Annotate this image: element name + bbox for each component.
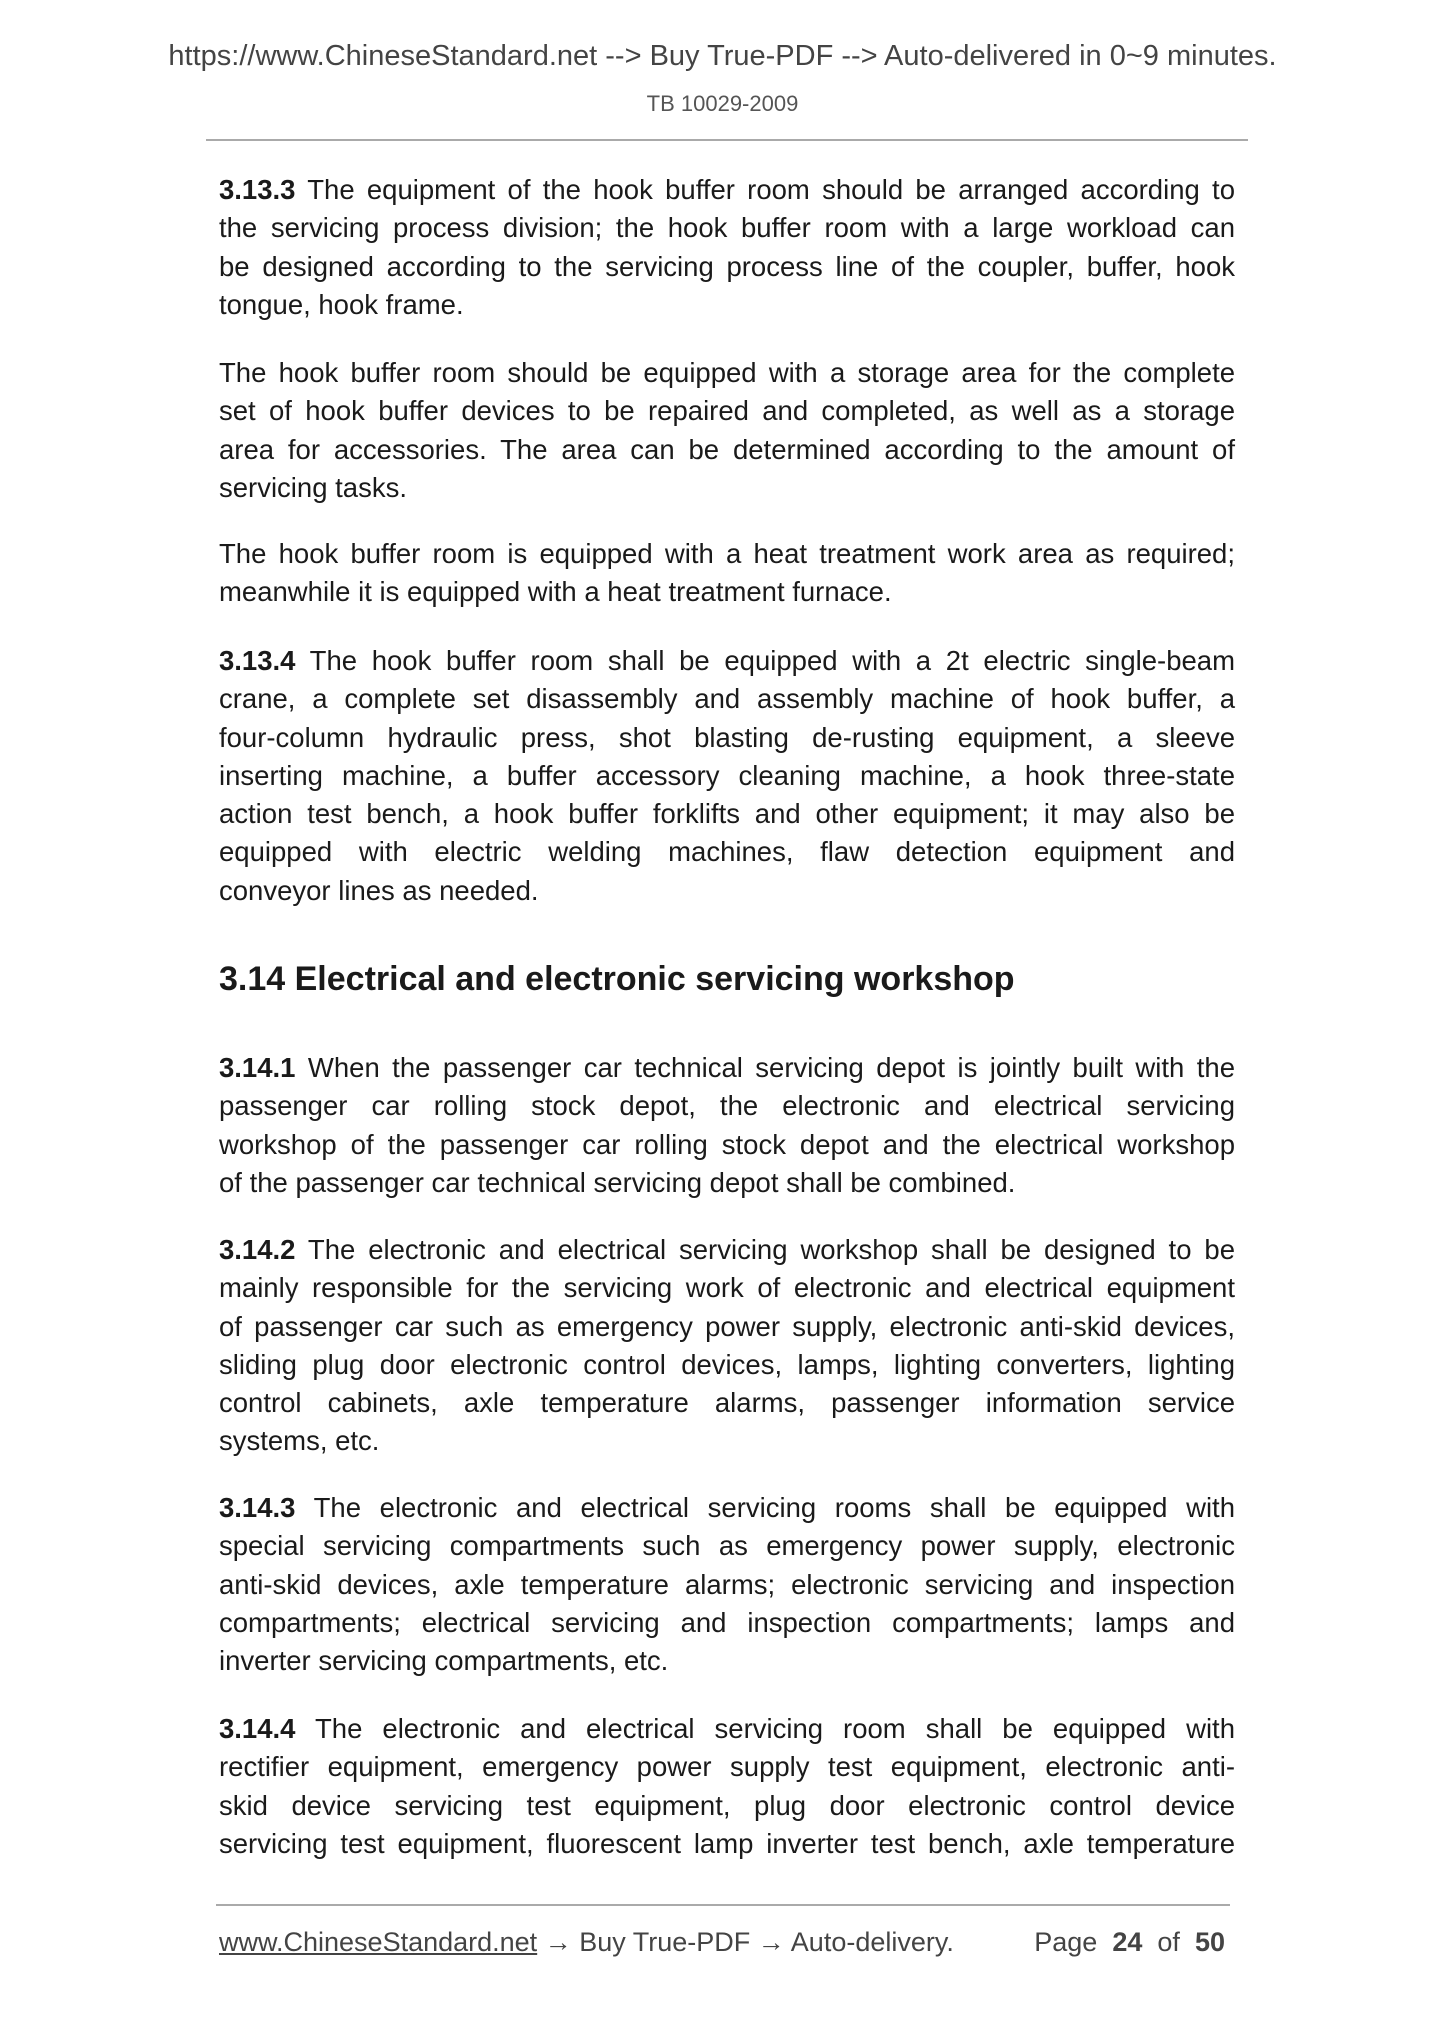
line-text: The electronic and electrical servicing room shall be equipped with <box>315 1713 1235 1744</box>
line-text: area for accessories. The area can be determined according to the amount of <box>219 433 1235 465</box>
line-text: rectifier equipment, emergency power supply test equipment, electronic anti- <box>219 1751 1235 1783</box>
page-indicator <box>1034 1925 1225 1959</box>
line-text: workshop of the passenger car rolling stock depot and the electrical workshop <box>219 1128 1235 1160</box>
text-line <box>219 286 1235 324</box>
line-text: The hook buffer room is equipped with a heat treatment work area as required; <box>219 538 1235 569</box>
line-text: sliding plug door electronic control devices, lamps, lighting converters, lighting <box>219 1348 1235 1380</box>
text-line <box>219 1269 1235 1307</box>
text-line <box>219 1049 1235 1087</box>
text-line <box>219 248 1235 286</box>
header-banner: https://www.ChineseStandard.net --> Buy True-PDF --> Auto-delivered in 0~9 minutes. <box>168 40 1277 72</box>
clause-number: 3.14.3 <box>219 1492 296 1523</box>
paragraph <box>219 354 1235 507</box>
footer-delivery: Auto-delivery. <box>790 1927 954 1957</box>
paragraph <box>219 1049 1235 1202</box>
text-line <box>219 1787 1235 1825</box>
line-text: The electronic and electrical servicing rooms shall be equipped with <box>313 1492 1235 1523</box>
text-line <box>219 680 1235 718</box>
line-text: anti-skid devices, axle temperature alarms; electronic servicing and inspection <box>219 1568 1235 1600</box>
line-text: be designed according to the servicing process line of the coupler, buffer, hook <box>219 250 1235 282</box>
page-total: 50 <box>1194 1927 1225 1957</box>
text-line <box>219 1308 1235 1346</box>
text-line <box>219 431 1235 469</box>
text-line <box>219 354 1235 392</box>
text-line <box>219 1164 1235 1202</box>
footer-link[interactable]: www.ChineseStandard.net <box>219 1927 538 1957</box>
line-text: crane, a complete set disassembly and assembly machine of hook buffer, a <box>219 683 1235 715</box>
line-text: compartments; electrical servicing and inspection compartments; lamps and <box>219 1606 1235 1638</box>
line-text: When the passenger car technical servicing depot is jointly built with the <box>307 1052 1235 1083</box>
text-line <box>219 392 1235 430</box>
clause-number: 3.13.3 <box>219 174 296 205</box>
text-line <box>219 872 1235 910</box>
text-line <box>219 719 1235 757</box>
line-text: meanwhile it is equipped with a heat treatment furnace. <box>219 576 892 608</box>
line-text: systems, etc. <box>219 1425 380 1457</box>
paragraph <box>219 535 1235 612</box>
paragraph <box>219 1231 1235 1461</box>
line-text: of passenger car such as emergency power supply, electronic anti-skid devices, <box>219 1310 1235 1342</box>
clause-number: 3.14.2 <box>219 1234 296 1265</box>
line-text: The hook buffer room shall be equipped with a 2t electric single-beam <box>309 645 1235 676</box>
text-line <box>219 1126 1235 1164</box>
line-text: action test bench, a hook buffer forklifts and other equipment; it may also be <box>219 798 1235 830</box>
text-line <box>219 1748 1235 1786</box>
of-label: of <box>1157 1927 1180 1957</box>
paragraph <box>219 1489 1235 1680</box>
line-text: set of hook buffer devices to be repaired and completed, as well as a storage <box>219 395 1235 427</box>
line-text: tongue, hook frame. <box>219 288 464 320</box>
text-line <box>219 1087 1235 1125</box>
text-line <box>219 1231 1235 1269</box>
text-line <box>219 1346 1235 1384</box>
text-line <box>219 1642 1235 1680</box>
line-text: The hook buffer room should be equipped with a storage area for the complete <box>219 357 1235 388</box>
paragraph <box>219 171 1235 324</box>
header-divider <box>206 139 1248 141</box>
clause-number: 3.13.4 <box>219 645 296 676</box>
line-text: servicing tasks. <box>219 471 407 503</box>
line-text: four-column hydraulic press, shot blasting de-rusting equipment, a sleeve <box>219 721 1235 753</box>
text-line <box>219 1527 1235 1565</box>
text-line <box>219 469 1235 507</box>
text-line <box>219 1384 1235 1422</box>
text-line <box>219 573 1235 611</box>
line-text: equipped with electric welding machines, flaw detection equipment and <box>219 836 1235 868</box>
text-line <box>219 1489 1235 1527</box>
text-line <box>219 757 1235 795</box>
text-line <box>219 535 1235 573</box>
line-text: inserting machine, a buffer accessory cleaning machine, a hook three-state <box>219 759 1235 791</box>
text-line <box>219 1604 1235 1642</box>
standard-code: TB 10029-2009 <box>646 91 799 116</box>
arrow-icon: → <box>544 1927 572 1957</box>
footer <box>219 1925 1225 1959</box>
line-text: special servicing compartments such as emergency power supply, electronic <box>219 1530 1235 1562</box>
section-heading: 3.14 Electrical and electronic servicing workshop <box>219 960 1015 998</box>
text-line <box>219 1825 1235 1863</box>
footer-buy: Buy True-PDF <box>579 1927 751 1957</box>
line-text: The electronic and electrical servicing workshop shall be designed to be <box>307 1234 1235 1265</box>
page-current: 24 <box>1112 1927 1143 1957</box>
text-line <box>219 833 1235 871</box>
text-line <box>219 1566 1235 1604</box>
text-line <box>219 642 1235 680</box>
text-line <box>219 209 1235 247</box>
text-line <box>219 795 1235 833</box>
clause-number: 3.14.4 <box>219 1713 296 1744</box>
line-text: conveyor lines as needed. <box>219 874 539 906</box>
line-text: mainly responsible for the servicing work of electronic and electrical equipment <box>219 1272 1235 1304</box>
line-text: inverter servicing compartments, etc. <box>219 1645 669 1677</box>
text-line <box>219 1710 1235 1748</box>
line-text: of the passenger car technical servicing depot shall be combined. <box>219 1166 1016 1198</box>
footer-divider <box>216 1904 1230 1906</box>
paragraph <box>219 642 1235 910</box>
line-text: the servicing process division; the hook buffer room with a large workload can <box>219 212 1235 244</box>
page-label: Page <box>1034 1927 1098 1957</box>
line-text: passenger car rolling stock depot, the electronic and electrical servicing <box>219 1090 1235 1122</box>
line-text: The equipment of the hook buffer room should be arranged according to <box>307 174 1235 205</box>
arrow-icon: → <box>757 1927 785 1957</box>
text-line <box>219 171 1235 209</box>
line-text: control cabinets, axle temperature alarms, passenger information service <box>219 1387 1235 1419</box>
line-text: skid device servicing test equipment, plug door electronic control device <box>219 1789 1235 1821</box>
clause-number: 3.14.1 <box>219 1052 296 1083</box>
paragraph <box>219 1710 1235 1863</box>
line-text: servicing test equipment, fluorescent lamp inverter test bench, axle temperature <box>219 1827 1235 1859</box>
text-line <box>219 1422 1235 1460</box>
